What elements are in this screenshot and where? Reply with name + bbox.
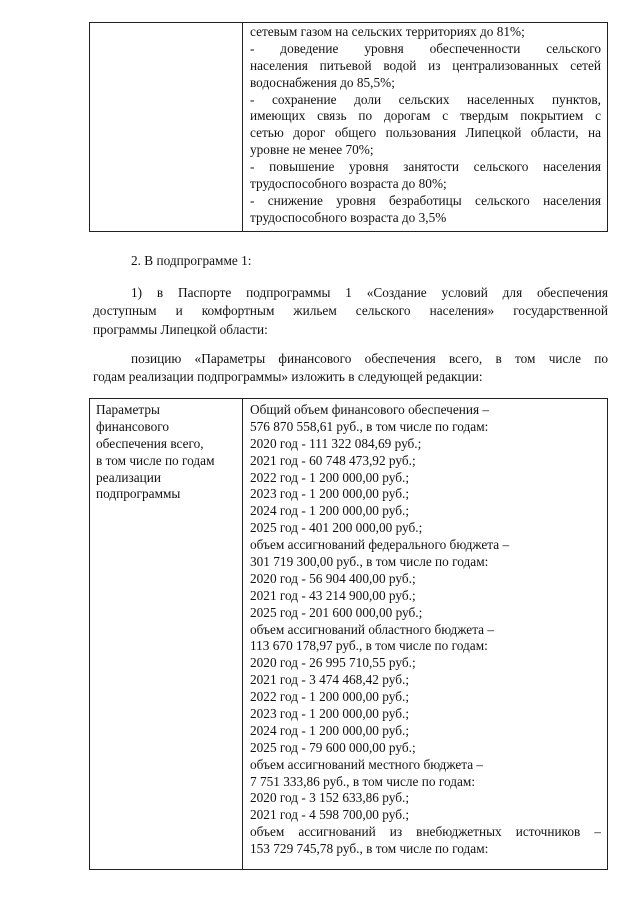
financing-line: объем ассигнований местного бюджета – <box>250 756 484 772</box>
indicator-line: - доведение уровня обеспеченности сельского <box>250 40 601 56</box>
financing-line: 2022 год - 1 200 000,00 руб.; <box>250 689 410 705</box>
financing-line: 2021 год - 3 474 468,42 руб.; <box>250 672 410 688</box>
paragraph-line: программы Липецкой области: <box>93 321 268 337</box>
financing-line: 2025 год - 201 600 000,00 руб.; <box>250 604 423 620</box>
indicators-text <box>250 24 601 227</box>
financing-line: Общий объем финансового обеспечения – <box>250 402 490 417</box>
section-heading: 2. В подпрограмме 1: <box>131 253 252 268</box>
indicator-line: - снижение уровня безработицы сельского населения <box>250 192 601 208</box>
financing-line: 2025 год - 401 200 000,00 руб.; <box>250 520 423 536</box>
financing-table-value-cell <box>243 399 607 869</box>
indicator-line: населения питьевой водой из централизованных сетей <box>250 57 601 73</box>
financing-line: 2021 год - 4 598 700,00 руб.; <box>250 807 410 823</box>
indicators-table-right-cell <box>243 23 607 231</box>
financing-line: 2021 год - 60 748 473,92 руб.; <box>250 452 416 468</box>
financing-table <box>89 398 608 870</box>
indicator-line: имеющих связь по дорогам с твердым покрытием с <box>250 108 601 124</box>
financing-line: 2020 год - 56 904 400,00 руб.; <box>250 570 416 586</box>
paragraph-line: 1) в Паспорте подпрограммы 1 «Создание условий для обеспечения <box>131 285 608 300</box>
paragraph-line: годам реализации подпрограммы» изложить в следующей редакции: <box>93 369 483 385</box>
financing-line: 2025 год - 79 600 000,00 руб.; <box>250 739 416 755</box>
financing-line: 2023 год - 1 200 000,00 руб.; <box>250 486 410 502</box>
paragraph-position <box>93 350 608 387</box>
indicator-line: трудоспособного возраста до 3,5% <box>250 209 447 225</box>
financing-line: 2024 год - 1 200 000,00 руб.; <box>250 722 410 738</box>
financing-line: 301 719 300,00 руб., в том числе по годам: <box>250 554 489 570</box>
financing-line: объем ассигнований областного бюджета – <box>250 621 495 637</box>
indicator-line: сетевым газом на сельских территориях до 81%; <box>250 24 525 39</box>
paragraph-line: доступным и комфортным жильем сельского населения» государственной <box>93 303 608 319</box>
financing-line: 2020 год - 26 995 710,55 руб.; <box>250 655 416 671</box>
financing-line: 153 729 745,78 руб., в том числе по годам: <box>250 841 489 857</box>
financing-table-label-cell <box>90 399 243 869</box>
financing-line: 2021 год - 43 214 900,00 руб.; <box>250 587 416 603</box>
financing-line: объем ассигнований федерального бюджета – <box>250 537 510 553</box>
financing-line: объем ассигнований из внебюджетных источников – <box>250 824 601 840</box>
financing-line: 576 870 558,61 руб., в том числе по годам: <box>250 418 489 434</box>
paragraph-line: позицию «Параметры финансового обеспечения всего, в том числе по <box>131 351 608 366</box>
indicator-line: уровне не менее 70%; <box>250 142 374 158</box>
financing-line: 2022 год - 1 200 000,00 руб.; <box>250 469 410 485</box>
financing-line: 2024 год - 1 200 000,00 руб.; <box>250 503 410 519</box>
financing-line: 7 751 333,86 руб., в том числе по годам: <box>250 773 476 789</box>
indicators-table-left-cell <box>90 23 243 231</box>
indicator-line: - сохранение доли сельских населенных пунктов, <box>250 91 601 107</box>
financing-line: 2020 год - 111 322 084,69 руб.; <box>250 435 422 451</box>
financing-line: 2023 год - 1 200 000,00 руб.; <box>250 706 410 722</box>
indicator-line: - повышение уровня занятости сельского населения <box>250 159 601 175</box>
financing-label: Параметры финансового обеспечения всего, в том числе по годам реализации подпрограммы <box>96 402 215 502</box>
financing-line: 113 670 178,97 руб., в том числе по годам: <box>250 638 488 654</box>
indicator-line: сетью дорог общего пользования Липецкой области, на <box>250 125 601 141</box>
indicators-table-continuation <box>89 22 608 232</box>
financing-line: 2020 год - 3 152 633,86 руб.; <box>250 790 410 806</box>
indicator-line: трудоспособного возраста до 80%; <box>250 176 447 192</box>
paragraph-passport <box>93 284 608 339</box>
financing-values <box>250 402 601 858</box>
indicator-line: водоснабжения до 85,5%; <box>250 74 395 90</box>
